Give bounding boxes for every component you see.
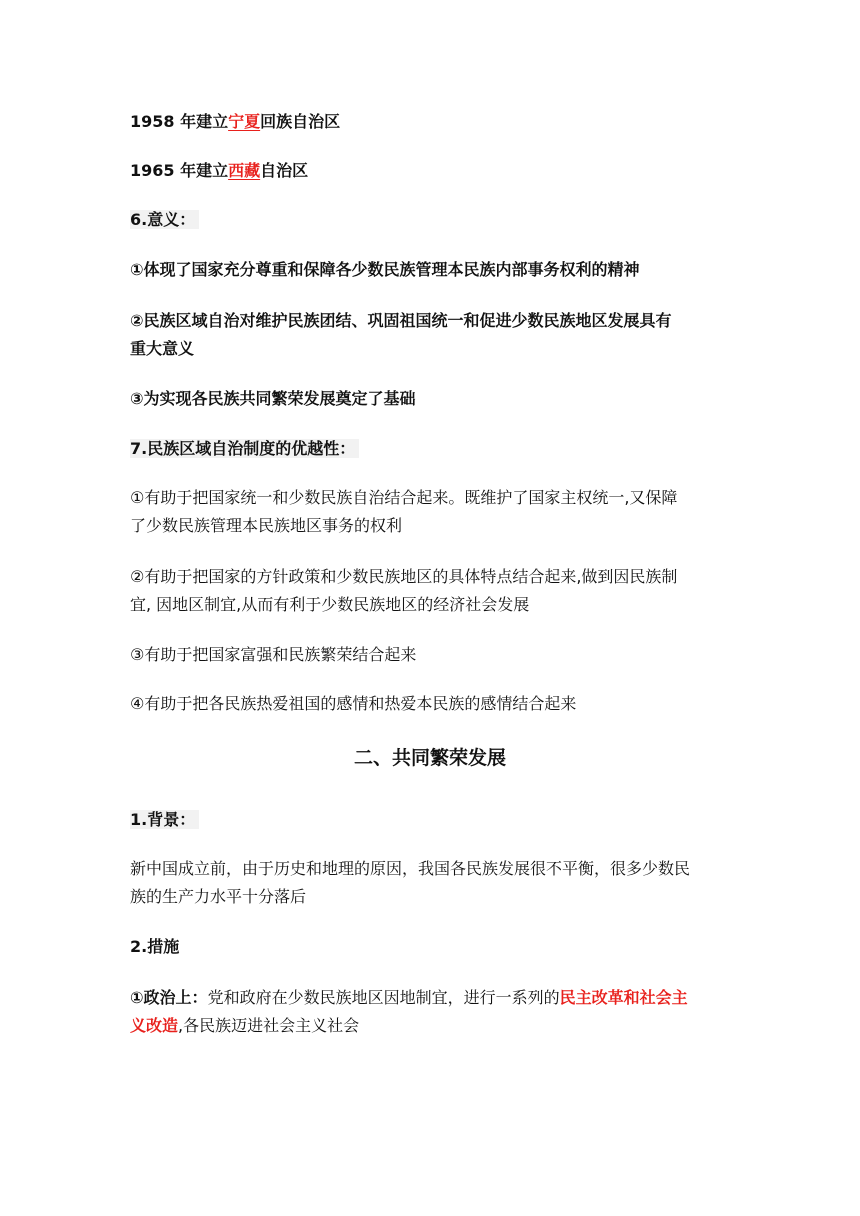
- significance-title: [130, 206, 735, 234]
- text: 1958 年建立: [130, 112, 229, 131]
- advantage-item-3: ③有助于把国家富强和民族繁荣结合起来: [130, 645, 417, 664]
- reform-highlight: 民主改革和社会主: [559, 988, 688, 1007]
- text: 自治区: [260, 161, 309, 180]
- text: 6.意义：: [130, 210, 199, 229]
- significance-item-2-line-2: 重大意义: [130, 339, 195, 358]
- text: 回族自治区: [260, 112, 341, 131]
- measures-title: 2.措施: [130, 937, 180, 956]
- reform-highlight-cont: 义改造: [130, 1016, 179, 1035]
- advantage-item-2-line-1: ②有助于把国家的方针政策和少数民族地区的具体特点结合起来,做到因民族制: [130, 567, 678, 586]
- section-heading: 二、共同繁荣发展: [353, 747, 506, 769]
- text: 党和政府在少数民族地区因地制宜，进行一系列的: [207, 988, 560, 1007]
- background-text-line-2: 族的生产力水平十分落后: [130, 887, 307, 906]
- advantage-item-2-line-2: 宜, 因地区制宜,从而有利于少数民族地区的经济社会发展: [130, 595, 530, 614]
- text: 1.背景：: [130, 810, 199, 829]
- text: 7.民族区域自治制度的优越性：: [130, 439, 359, 458]
- advantages-title: [130, 435, 735, 463]
- measure-item-1-line-2: [130, 1012, 735, 1040]
- advantage-item-1-line-2: 了少数民族管理本民族地区事务的权利: [130, 516, 403, 535]
- text: ,各民族迈进社会主义社会: [178, 1016, 360, 1035]
- significance-item-1: ①体现了国家充分尊重和保障各少数民族管理本民族内部事务权利的精神: [130, 260, 640, 279]
- advantage-item-4: ④有助于把各民族热爱祖国的感情和热爱本民族的感情结合起来: [130, 694, 577, 713]
- measure-label: ①政治上：: [130, 988, 208, 1007]
- year-1958-line: [130, 108, 735, 136]
- measure-item-1-line-1: [130, 984, 735, 1012]
- xizang-highlight: 西藏: [228, 161, 261, 180]
- significance-item-2-line-1: ②民族区域自治对维护民族团结、巩固祖国统一和促进少数民族地区发展具有: [130, 311, 672, 330]
- significance-item-3: ③为实现各民族共同繁荣发展奠定了基础: [130, 389, 416, 408]
- background-text-line-1: 新中国成立前，由于历史和地理的原因，我国各民族发展很不平衡，很多少数民: [130, 859, 691, 878]
- year-1965-line: [130, 157, 735, 185]
- advantage-item-1-line-1: ①有助于把国家统一和少数民族自治结合起来。既维护了国家主权统一,又保障: [130, 488, 678, 507]
- background-title: [130, 806, 735, 834]
- text: 1965 年建立: [130, 161, 229, 180]
- ningxia-highlight: 宁夏: [228, 112, 261, 131]
